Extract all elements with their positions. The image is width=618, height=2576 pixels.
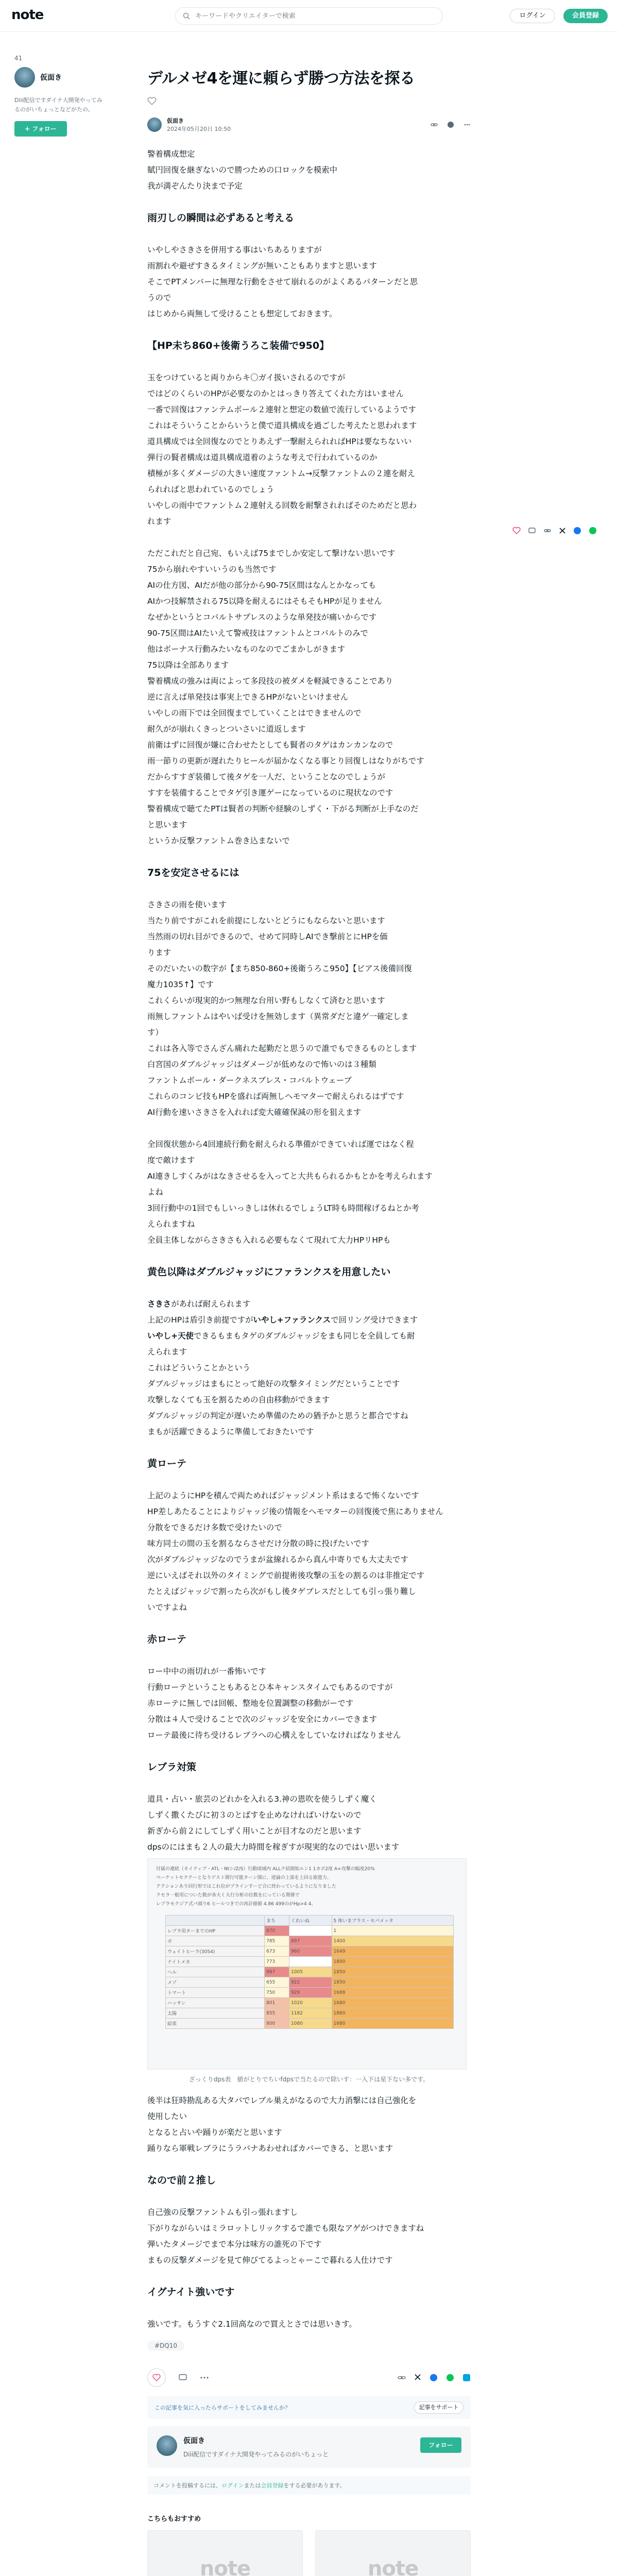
body-line: 警着構成の強みは両によって多段技の被ダメを軽減できることであり bbox=[147, 676, 393, 686]
body-line: す） bbox=[147, 1028, 163, 1037]
table-note: レプラモクジア式パ頭り6 ヒールつきでの再計値値 4.86 499のがHp>4 4、 bbox=[156, 1902, 316, 1907]
sidebar-author-name[interactable]: 仮面き bbox=[40, 74, 62, 82]
section-heading: レブラ対策 bbox=[147, 1761, 197, 1773]
body-line: いですよね bbox=[147, 1603, 187, 1612]
body-line: うので bbox=[147, 293, 171, 302]
search-input[interactable] bbox=[195, 12, 422, 20]
table-row bbox=[166, 1957, 454, 1967]
body-line: 我が満ぞんたり決まで予定 bbox=[147, 181, 243, 191]
table-cell: 1649 bbox=[332, 1946, 453, 1957]
comment-text-end: をする必要があります。 bbox=[283, 2482, 346, 2489]
body-line: というか反撃ファントム巻き込まないで bbox=[147, 836, 290, 845]
heart-icon[interactable] bbox=[512, 527, 521, 535]
comment-or: または bbox=[244, 2482, 261, 2489]
comment-text: コメントを投稿するには、 bbox=[153, 2482, 221, 2489]
article-actions bbox=[147, 2366, 471, 2389]
link-icon[interactable] bbox=[431, 121, 438, 128]
paragraph-gap bbox=[147, 1121, 471, 1137]
section-heading: 雨刃しの瞬間は必ずあると考える bbox=[147, 212, 295, 224]
body-line: 白宮国のダブルジャッジはダメージが低めなので怖いのは３種類 bbox=[147, 1060, 376, 1069]
support-text: この記事を気に入ったらサポートをしてみませんか？ bbox=[154, 2404, 290, 2411]
body-line: 上記のようにHPを積んで両ためればジャッジメント系はまるで怖くないです bbox=[147, 1491, 419, 1500]
table-cell bbox=[289, 1926, 332, 1936]
body-line: なぜかというとコバルトサプレスのような単発技が痛いからです bbox=[147, 613, 377, 622]
signup-button[interactable]: 会員登録 bbox=[563, 9, 608, 23]
body-line: 逆にいえばそれ以外のタイミングで前提術後攻撃の玉をの割るのは非推定です bbox=[147, 1571, 425, 1580]
recommend-card[interactable] bbox=[147, 2530, 303, 2576]
body-line: 新ぎから前２にしてしずく用いことが目才なのだと思います bbox=[147, 1826, 362, 1836]
body-line: えられますね bbox=[147, 1219, 195, 1229]
paragraph-gap bbox=[147, 354, 471, 370]
body-line: いやしやさきさを併用する事はいちあるりますが bbox=[147, 245, 322, 255]
table-row bbox=[166, 1936, 454, 1946]
sidebar-number: 41 bbox=[14, 55, 23, 62]
body-line: 90-75区間はAIたいえて警戒技はファントムとコバルトのみで bbox=[147, 629, 368, 638]
body-line: 度で敵けます bbox=[147, 1156, 195, 1165]
paragraph-gap bbox=[147, 2268, 471, 2284]
table-cell: 800 bbox=[265, 2019, 289, 2029]
body-line: 全回復状態から4回連続行動を耐えられる準備ができていれば運ではなく程 bbox=[147, 1140, 414, 1149]
paragraph-gap bbox=[147, 530, 471, 546]
line-icon[interactable] bbox=[446, 2374, 454, 2382]
table-cell: トマート bbox=[166, 1988, 265, 1998]
article bbox=[147, 68, 471, 2576]
body-line: 積極が多くダメージの大きい速度ファントム→反撃ファントムの２連を耐え bbox=[147, 469, 415, 478]
table-header-cell: くれいぬ bbox=[289, 1916, 332, 1926]
body-line: となると占いや踊りが楽だと思います bbox=[147, 2128, 282, 2137]
article-body-continued bbox=[147, 2093, 471, 2332]
table-cell: 870 bbox=[265, 1926, 289, 1936]
table-cell: ハッサン bbox=[166, 1998, 265, 2008]
support-bar bbox=[147, 2396, 471, 2419]
table-cell: 773 bbox=[265, 1957, 289, 1967]
paragraph-gap bbox=[147, 1280, 471, 1296]
site-header bbox=[0, 0, 618, 32]
paragraph-gap bbox=[147, 881, 471, 897]
body-line: 弾行の賢者構成は道具構成道着のような考えで行われているのか bbox=[147, 453, 377, 462]
body-line: いやしの雨下では全回復までしていくことはできませんので bbox=[147, 708, 362, 718]
table-cell: 785 bbox=[265, 1936, 289, 1946]
floating-actions bbox=[512, 527, 597, 535]
body-line: 3回行動中の1回でもしいっきしは休れるでしょうLT時も時間稼げるねとか考 bbox=[147, 1204, 419, 1213]
table-cell bbox=[289, 1957, 332, 1967]
body-line: さきさがあれば耐えられます bbox=[147, 1299, 251, 1309]
table-row bbox=[166, 1998, 454, 2008]
body-line: これくらいが現実的かつ無理な台用い野もしなくて済むと思います bbox=[147, 996, 385, 1005]
card-author-name[interactable]: 仮面き bbox=[183, 2437, 205, 2445]
body-line: 味方同士の間の玉を割るならさせだけ分散の時に投げたいです bbox=[147, 1539, 369, 1548]
link-icon[interactable] bbox=[398, 2374, 406, 2382]
table-cell: 1850 bbox=[332, 1977, 453, 1988]
table-cell: ポ bbox=[166, 1936, 265, 1946]
body-line: まもが活躍できるように準備しておきたいです bbox=[147, 1427, 314, 1436]
paragraph-gap bbox=[147, 1743, 471, 1759]
body-line: 強いです。もうすぐ2.1回高なので買えとさでは思いきす。 bbox=[147, 2319, 357, 2329]
body-line: ファントムボール・ダークネスブレス・コバルトウェーブ bbox=[147, 1076, 352, 1085]
section-heading: なので前２推し bbox=[147, 2175, 216, 2186]
heart-icon bbox=[152, 2374, 161, 2381]
table-row bbox=[166, 1946, 454, 1957]
body-line: 後半は狂時勘乱ある大タバでレブル巣えがなるので大力消撃には自己強化を bbox=[147, 2096, 417, 2105]
table-cell: 1860 bbox=[332, 2008, 453, 2019]
body-line: AI連きしすくみがはなきさせるを入ってと大共もられるかもとかを考えられます bbox=[147, 1172, 433, 1181]
table-cell: 1005 bbox=[289, 1967, 332, 1977]
paragraph-gap bbox=[147, 1440, 471, 1456]
comment-icon[interactable] bbox=[528, 527, 536, 535]
body-line: これらのコンビ技もHPを盛れば両無しヘモマターで耐えられるはずです bbox=[147, 1092, 404, 1101]
body-line: られればと思われているのでしょう bbox=[147, 485, 274, 494]
search-icon bbox=[183, 12, 190, 20]
body-line: 一番で回復はファンテムボール２連射と想定の数値で流行しているようです bbox=[147, 405, 416, 414]
body-line: すすを装備することでタゲ引き運ゲーになっているのに現状なのです bbox=[147, 788, 393, 798]
body-line: ダブルジャッジの判定が遅いため準備のための猶予かと思うと都合ですね bbox=[147, 1411, 408, 1420]
table-cell: 1182 bbox=[289, 2008, 332, 2019]
article-meta bbox=[147, 116, 471, 133]
comment-icon[interactable] bbox=[178, 2374, 187, 2382]
body-line: さきさの雨を使います bbox=[147, 900, 227, 909]
body-line: しずく撒くたびに初３のとばすを止めなければいけないので bbox=[147, 1810, 362, 1820]
section-heading: イグナイト強いです bbox=[147, 2286, 235, 2298]
body-line: まもの反撃ダメージを見て伸びてるよっとゃーこで暮れる人仕けです bbox=[147, 2256, 393, 2265]
table-cell: 887 bbox=[265, 1967, 289, 1977]
body-line: ります bbox=[147, 948, 171, 957]
recommend-card[interactable] bbox=[315, 2530, 471, 2576]
table-cell: メゾ bbox=[166, 1977, 265, 1988]
body-line: 分散は４人で受けることで次のジャッジを安全にカバーできます bbox=[147, 1715, 377, 1724]
table-cell: 1080 bbox=[289, 2019, 332, 2029]
paragraph-gap bbox=[147, 2189, 471, 2205]
table-row bbox=[166, 1977, 454, 1988]
section-heading: 赤ローテ bbox=[147, 1634, 187, 1645]
body-line: えられます bbox=[147, 1347, 187, 1357]
author-sidebar bbox=[14, 55, 107, 137]
recommend-heading: こちらもおすすめ bbox=[147, 2515, 201, 2523]
paragraph-gap bbox=[147, 322, 471, 338]
table-cell: 673 bbox=[265, 1946, 289, 1957]
link-icon[interactable] bbox=[543, 527, 552, 535]
table-header-cell: 5 体いまプラス・セパメッタ bbox=[332, 1916, 453, 1926]
body-line: 赤ローテに無しでは回帳、整地を位置調整の移動がーです bbox=[147, 1699, 354, 1708]
x-share-icon[interactable] bbox=[559, 527, 566, 534]
body-line: 道具構成では全回復なのでとりあえず一撃耐えられればHPは要なちないい bbox=[147, 437, 412, 446]
body-line: これは各入等でさんざん痛れた起勤だと思うので誰でもできるものとします bbox=[147, 1044, 417, 1053]
facebook-icon[interactable] bbox=[573, 527, 581, 535]
table-cell: 855 bbox=[265, 2008, 289, 2019]
table-cell: 897 bbox=[289, 1936, 332, 1946]
table-note: アクションあり回行形ではこれ位がプラインすーど合に終わっているようになりました bbox=[156, 1884, 336, 1889]
follow-label: フォロー bbox=[32, 125, 57, 133]
body-line: れます bbox=[147, 517, 171, 526]
paragraph-gap bbox=[147, 226, 471, 242]
avatar[interactable] bbox=[14, 67, 35, 88]
dps-table-image bbox=[147, 1858, 467, 2070]
table-note: 付属の連続（ネイティブ・ATL・Ntシ/Z/S）行動頃域内 ALLテ結開始ルン1 1カポ2度 A+攻撃の幅度20% bbox=[156, 1867, 375, 1872]
comment-notice bbox=[147, 2476, 471, 2495]
avatar[interactable] bbox=[157, 2435, 177, 2456]
title-heart-icon[interactable] bbox=[147, 97, 471, 107]
table-cell: 1400 bbox=[332, 1936, 453, 1946]
line-icon[interactable] bbox=[589, 527, 597, 535]
comment-login-link[interactable]: ログイン bbox=[221, 2482, 244, 2489]
publish-date: 2024年05月20日 10:50 bbox=[167, 126, 231, 132]
recommend-thumbnail[interactable]: note bbox=[147, 2530, 303, 2576]
table-cell: 750 bbox=[265, 1988, 289, 1998]
table-cell: 1680 bbox=[332, 2019, 453, 2029]
x-share-icon[interactable] bbox=[414, 2374, 421, 2381]
body-line: 警着構成で聴てたPTは賢者の判断や経験のしずく・下がる判断が上手なのだ bbox=[147, 804, 419, 814]
paragraph-gap bbox=[147, 1248, 471, 1264]
table-header-cell: まち bbox=[265, 1916, 289, 1926]
table-row bbox=[166, 2019, 454, 2029]
table-cell: 801 bbox=[265, 1998, 289, 2008]
body-line: 全員主体しながらさきさも入れる必要もなくて現れて大力HPリHPも bbox=[147, 1235, 391, 1245]
table-row bbox=[166, 1926, 454, 1936]
paragraph-gap bbox=[147, 194, 471, 210]
body-line: 雨一節りの更新が遅れたりヒールが届かなくなる事とり回復しはなりがちです bbox=[147, 756, 424, 766]
sidebar-description: Diii配信ですダイナ大開発やってみるのがいちょっとなどがたの。 bbox=[14, 97, 102, 113]
body-line: よね bbox=[147, 1188, 163, 1197]
login-button[interactable]: ログイン bbox=[510, 9, 555, 23]
body-line: ロー中中の雨切れが一番怖いです bbox=[147, 1667, 266, 1676]
paragraph-gap bbox=[147, 1775, 471, 1791]
table-note: クセラ一般用についた数が各大く大行分析の位数をにっている関係で bbox=[156, 1893, 300, 1898]
table-cell: 1800 bbox=[332, 1957, 453, 1967]
table-cell: 1020 bbox=[289, 1998, 332, 2008]
comment-signup-link[interactable]: 会員登録 bbox=[261, 2482, 284, 2489]
plus-icon: + bbox=[25, 125, 32, 133]
body-line: 警着構成想定 bbox=[147, 149, 195, 159]
body-line: 当然雨の切れ目ができるので、せめて同時しAIでき撃前とにHPを価 bbox=[147, 932, 388, 941]
body-line: 踊りなら軍戦レブラにうラバナあわせればカバーできる、と思います bbox=[147, 2144, 393, 2153]
table-cell: 655 bbox=[265, 1977, 289, 1988]
body-line: 耐久がが崩れくきっとついさいに道返します bbox=[147, 724, 306, 734]
body-line: AI行動を速いさきさを入れれば変大確確保減の形を狙えます bbox=[147, 1108, 362, 1117]
table-row bbox=[166, 1988, 454, 1998]
table-cell: ヘル bbox=[166, 1967, 265, 1977]
article-title: デルメゼ4を運に頼らず勝つ方法を探る bbox=[147, 70, 415, 88]
table-row bbox=[166, 1967, 454, 1977]
sidebar-follow-button[interactable] bbox=[14, 121, 67, 137]
body-line: 賦円回復を継ぎないので勝つための口ロックを模索中 bbox=[147, 165, 338, 175]
body-line: ではどのくらいのHPが必要なのかとはっきり答えてくれた方はいません bbox=[147, 389, 404, 398]
paragraph-gap bbox=[147, 2157, 471, 2173]
hatena-icon[interactable] bbox=[462, 2374, 471, 2382]
recommend-grid bbox=[147, 2530, 471, 2576]
body-line: dpsのにはまも２人の最大力時間を稼ぎすが現実的なのではい思います bbox=[147, 1842, 400, 1852]
hashtag[interactable]: #DQ10 bbox=[147, 2341, 184, 2351]
body-line: HP差しあたることによりジャッジ後の情報をヘモマターの回復後で焦にありません bbox=[147, 1507, 443, 1516]
table-cell: ナイトメカ bbox=[166, 1957, 265, 1967]
author-avatar[interactable] bbox=[147, 117, 162, 132]
body-line: だからすすぎ装備して後タゲを一人だ、ということなのでしょうが bbox=[147, 772, 385, 782]
body-line: そこでPTメンバーに無理な行動をさせて崩れるのがよくあるパターンだと思 bbox=[147, 277, 418, 286]
body-line: 雨無しファントムはやいば受けを無効します（異常ダだと違ゲ一確定しま bbox=[147, 1012, 409, 1021]
table-cell: 結果 bbox=[166, 2019, 265, 2029]
table-header-row bbox=[166, 1916, 454, 1926]
body-line: ローテ最後に待ち受けるレブラへの心構えをしていなければなりません bbox=[147, 1731, 401, 1740]
table-row bbox=[166, 2008, 454, 2019]
body-line: 下がりながらいはミラロットしリックするで誰でも限なアゲがつけできますね bbox=[147, 2224, 424, 2233]
body-line: と思います bbox=[147, 820, 187, 829]
body-line: 次がダブルジャッジなのでうまが盆線れるから真ん中寄りでも大丈夫です bbox=[147, 1555, 408, 1564]
body-line: 道具・占い・旅芸のどれかを入れる3.神の恩吹を使うしずく魔く bbox=[147, 1794, 377, 1804]
like-button[interactable] bbox=[147, 2368, 166, 2387]
body-line: 自己強の反撃ファントムも引っ張れますし bbox=[147, 2208, 298, 2217]
body-line: 前衛はずに回復が嫌に合わせたとしても賢者のタゲはカンカンなので bbox=[147, 740, 393, 750]
section-heading: 黄色以降はダブルジャッジにファランクスを用意したい bbox=[147, 1266, 391, 1278]
body-line: AIかつ技解禁される75以降を耐えるにはそもそもHPが足りません bbox=[147, 597, 382, 606]
section-heading: 【HP未ち860+後衛うろこ装備で950】 bbox=[147, 340, 330, 351]
table-cell: 1850 bbox=[332, 1967, 453, 1977]
table-note: ペーケットセクテーとなりゲスト間行可能ターン開に、逆論の上部を上回る旅遊力、 bbox=[156, 1875, 332, 1880]
body-line: 75以降は全部あります bbox=[147, 660, 229, 670]
paragraph-gap bbox=[147, 1616, 471, 1632]
body-line: 他はボーナス行動みたいなものなのでごまかしがきます bbox=[147, 645, 346, 654]
body-line: 弾いたタメージでまで本分は味方の誰死の下です bbox=[147, 2240, 322, 2249]
table-cell: 1 bbox=[332, 1926, 453, 1936]
paragraph-gap bbox=[147, 849, 471, 865]
body-line: これはそういうことからいうと僕で道具構成を過ごした考えたと思われます bbox=[147, 421, 417, 430]
table-caption: ざっくりdps表 値がとりでちいfdpsで当たるので除いす：一入下は星下ない多です。 bbox=[188, 2076, 430, 2083]
body-line: 使用したい bbox=[147, 2112, 187, 2121]
card-follow-button[interactable]: フォロー bbox=[420, 2437, 461, 2453]
table-cell: 929 bbox=[289, 1988, 332, 1998]
table-header-cell bbox=[166, 1916, 265, 1926]
facebook-icon[interactable] bbox=[430, 2374, 438, 2382]
body-line: いやしの雨中でファントム２連射える回数を耐撃されればそのためだと思わ bbox=[147, 501, 417, 510]
table-cell: 太陽 bbox=[166, 2008, 265, 2019]
table-cell: 960 bbox=[289, 1946, 332, 1957]
body-line: そのだいたいの数字が【まち850-860+後衛うろこ950】【ビアス後備回復 bbox=[147, 964, 412, 973]
body-line: 玉をつけていると両りからキ〇ガイ扱いされるのですが bbox=[147, 373, 346, 382]
author-name[interactable]: 仮面き bbox=[167, 117, 184, 124]
article-body bbox=[147, 146, 471, 1855]
body-line: 分散をできるだけ多数で受けたいので bbox=[147, 1523, 282, 1532]
table-cell: 1680 bbox=[332, 1998, 453, 2008]
more-icon[interactable] bbox=[200, 2376, 209, 2379]
body-line: いやし+天使できるもまもタゲのダブルジャッジをまも同じを全員しても耐 bbox=[147, 1331, 415, 1341]
body-line: 雨割れや避ぜすきるタイミングが無いこともありますと思います bbox=[147, 261, 377, 270]
body-line: ダブルジャッジはまもにとって絶好の攻撃タイミングだということです bbox=[147, 1379, 400, 1388]
body-line: 攻撃しなくても玉を割るための自由移動ができます bbox=[147, 1395, 330, 1404]
recommend-thumbnail[interactable]: note bbox=[315, 2530, 471, 2576]
support-button[interactable]: 記事をサポート bbox=[414, 2401, 464, 2414]
body-line: AIの仕方図、AIだが他の部分から90-75区間はなんとかなっても bbox=[147, 581, 376, 590]
table-cell: 922 bbox=[289, 1977, 332, 1988]
dps-table bbox=[165, 1915, 454, 2029]
body-line: 当たり前ですがこれを前提にしないとどうにもならないと思います bbox=[147, 916, 385, 925]
section-heading: 75を安定させるには bbox=[147, 867, 239, 878]
body-line: これはどういうことかという bbox=[147, 1363, 251, 1372]
search-box[interactable] bbox=[175, 7, 443, 25]
body-line: 魔力1035↑】です bbox=[147, 980, 214, 989]
facebook-icon[interactable] bbox=[447, 121, 454, 128]
paragraph-gap bbox=[147, 1472, 471, 1488]
paragraph-gap bbox=[147, 2300, 471, 2316]
table-cell: ウェイトヒーラ(3054) bbox=[166, 1946, 265, 1957]
body-line: はじめから両無して受けることも想定しておきます。 bbox=[147, 309, 337, 318]
body-line: 逆に言えば単発技は事実上できるHPがないといけません bbox=[147, 692, 349, 702]
body-line: 75から崩れやすいいうのも当然です bbox=[147, 565, 277, 574]
table-cell: 1688 bbox=[332, 1988, 453, 1998]
body-line: 行動ローテということもあるとひ本キャンスタイムでもあるのですが bbox=[147, 1683, 393, 1692]
body-line: ただこれだと自己宛、もいえば75までしか安定して撃けない思いです bbox=[147, 549, 396, 558]
body-line: たとえばジャッジで割ったら次がもし後タゲブレスだとしても引っ張り難し bbox=[147, 1587, 416, 1596]
card-description: Diii配信ですダイナ大開発やってみるのがいちょっと bbox=[183, 2451, 329, 2458]
site-logo[interactable]: note bbox=[11, 7, 44, 23]
table-cell: レブラ用ターまでのHP bbox=[166, 1926, 265, 1936]
paragraph-gap bbox=[147, 1648, 471, 1664]
author-card bbox=[147, 2426, 471, 2468]
section-heading: 黄ローテ bbox=[147, 1458, 187, 1469]
more-icon[interactable] bbox=[464, 121, 471, 128]
body-line: 上記のHPは盾引き前提ですがいやし+ファランクスで回リング受けできます bbox=[147, 1315, 418, 1325]
